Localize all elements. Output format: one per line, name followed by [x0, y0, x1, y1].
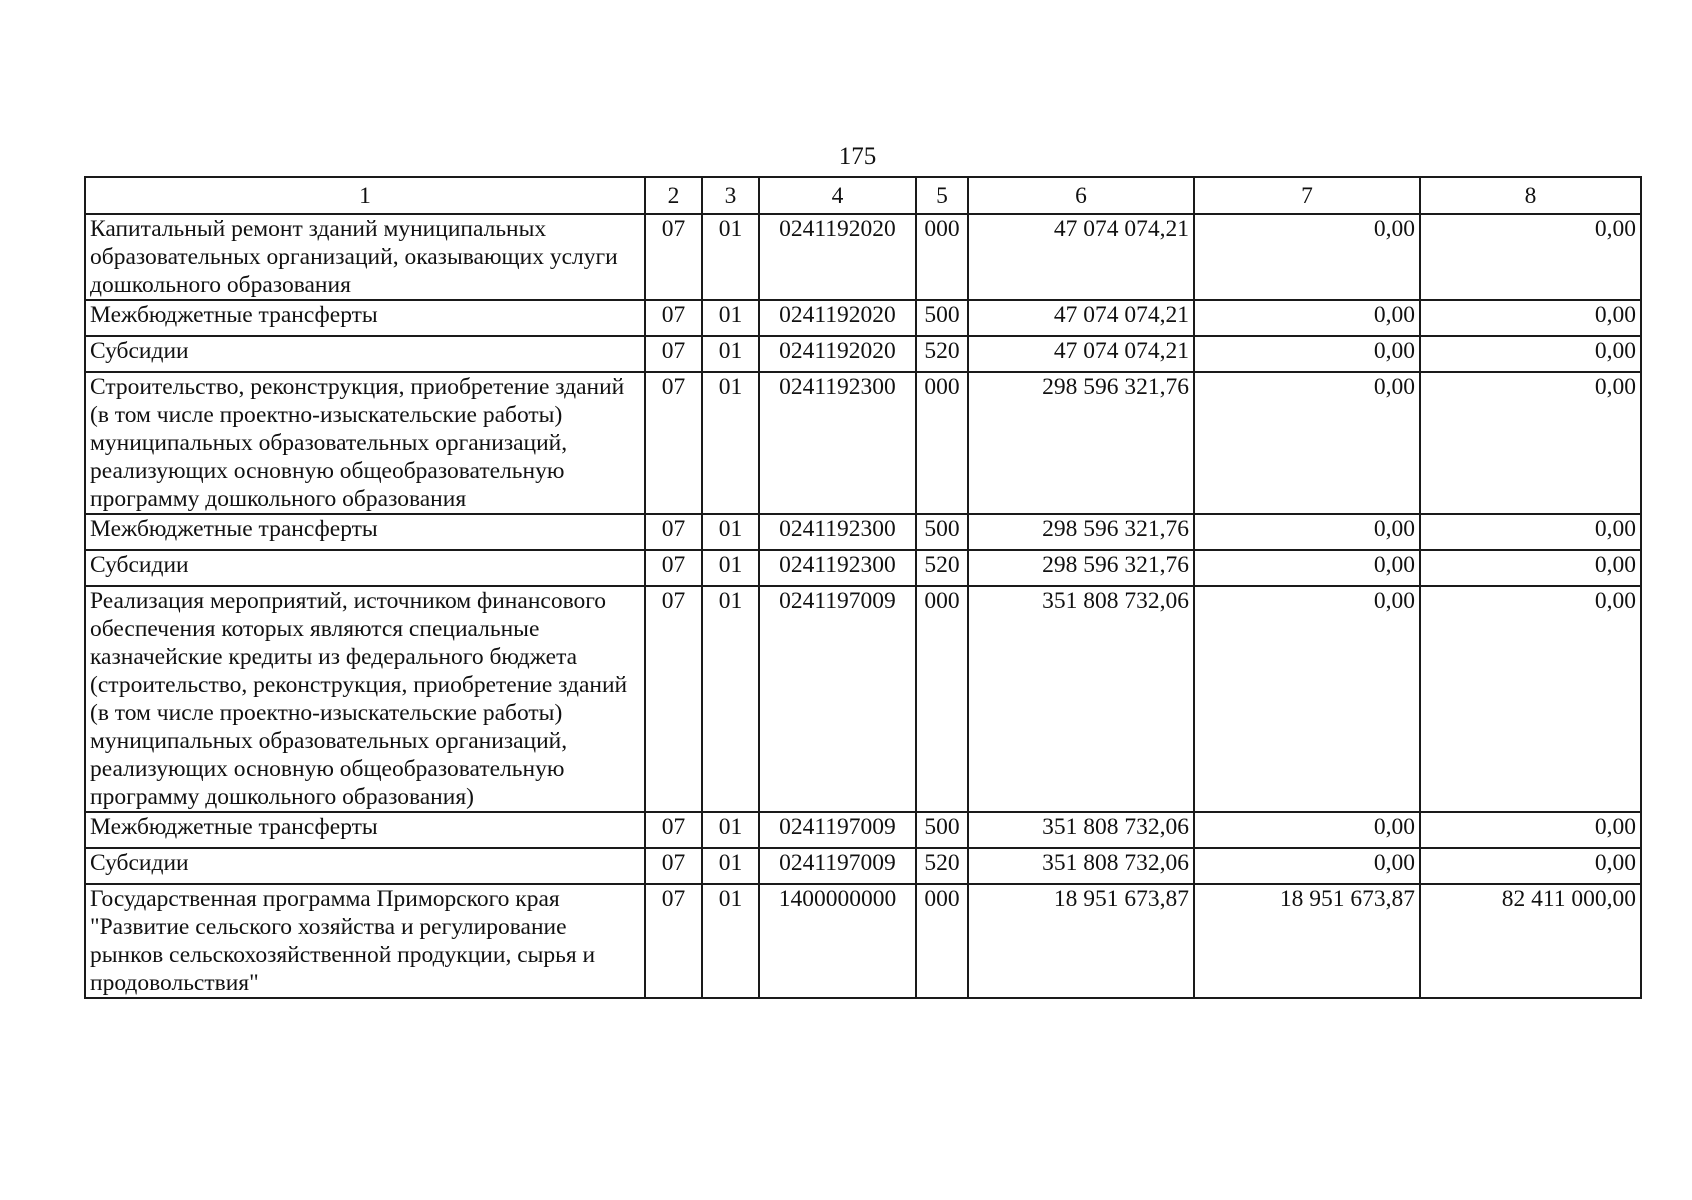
row-amount-8: 0,00: [1420, 300, 1641, 336]
row-subsection: 01: [702, 586, 759, 812]
row-amount-8: 0,00: [1420, 812, 1641, 848]
row-section: 07: [645, 884, 702, 998]
row-amount-7: 0,00: [1194, 812, 1420, 848]
row-section: 07: [645, 336, 702, 372]
row-amount-7: 0,00: [1194, 372, 1420, 514]
row-target-code: 0241197009: [759, 586, 916, 812]
row-amount-6: 351 808 732,06: [968, 848, 1194, 884]
row-amount-7: 0,00: [1194, 514, 1420, 550]
row-amount-7: 0,00: [1194, 586, 1420, 812]
row-target-code: 0241192020: [759, 300, 916, 336]
row-section: 07: [645, 812, 702, 848]
row-amount-7: 0,00: [1194, 848, 1420, 884]
row-amount-6: 298 596 321,76: [968, 550, 1194, 586]
row-amount-7: 0,00: [1194, 550, 1420, 586]
row-amount-6: 298 596 321,76: [968, 372, 1194, 514]
row-expense-type: 500: [916, 514, 968, 550]
row-amount-8: 0,00: [1420, 586, 1641, 812]
header-cell-6: 6: [968, 177, 1194, 214]
row-amount-6: 351 808 732,06: [968, 812, 1194, 848]
table-row: [85, 550, 1641, 586]
row-expense-type: 520: [916, 336, 968, 372]
row-section: 07: [645, 550, 702, 586]
header-cell-8: 8: [1420, 177, 1641, 214]
row-target-code: 1400000000: [759, 884, 916, 998]
row-amount-7: 0,00: [1194, 214, 1420, 300]
row-amount-6: 47 074 074,21: [968, 300, 1194, 336]
header-cell-2: 2: [645, 177, 702, 214]
page-number: 175: [838, 143, 877, 170]
row-name: Субсидии: [85, 550, 645, 586]
row-amount-8: 0,00: [1420, 848, 1641, 884]
row-subsection: 01: [702, 550, 759, 586]
header-cell-4: 4: [759, 177, 916, 214]
table-row: [85, 812, 1641, 848]
row-amount-8: 82 411 000,00: [1420, 884, 1641, 998]
table-row: [85, 300, 1641, 336]
row-target-code: 0241192300: [759, 372, 916, 514]
row-target-code: 0241197009: [759, 812, 916, 848]
row-subsection: 01: [702, 214, 759, 300]
row-name: Межбюджетные трансферты: [85, 300, 645, 336]
header-cell-1: 1: [85, 177, 645, 214]
row-section: 07: [645, 586, 702, 812]
row-amount-6: 351 808 732,06: [968, 586, 1194, 812]
row-amount-7: 0,00: [1194, 300, 1420, 336]
header-cell-7: 7: [1194, 177, 1420, 214]
row-section: 07: [645, 214, 702, 300]
row-amount-7: 0,00: [1194, 336, 1420, 372]
row-expense-type: 000: [916, 214, 968, 300]
row-subsection: 01: [702, 884, 759, 998]
row-name: Реализация мероприятий, источником финансового обеспечения которых являются специальные казначейские кредиты из федерального бюджета (строительство, реконструкция, приобретение зданий (в том числе проектно-изыскательские работы) муниципальных образовательных организаций, реализующих основную общеобразовательную программу дошкольного образования): [85, 586, 645, 812]
table-row: [85, 586, 1641, 812]
row-name: Капитальный ремонт зданий муниципальных образовательных организаций, оказывающих услуги дошкольного образования: [85, 214, 645, 300]
row-expense-type: 000: [916, 884, 968, 998]
row-expense-type: 520: [916, 848, 968, 884]
row-amount-6: 47 074 074,21: [968, 214, 1194, 300]
row-name: Строительство, реконструкция, приобретение зданий (в том числе проектно-изыскательские работы) муниципальных образовательных организаций, реализующих основную общеобразовательную программу дошкольного образования: [85, 372, 645, 514]
row-amount-8: 0,00: [1420, 336, 1641, 372]
row-target-code: 0241197009: [759, 848, 916, 884]
row-amount-7: 18 951 673,87: [1194, 884, 1420, 998]
table-row: [85, 514, 1641, 550]
row-target-code: 0241192300: [759, 550, 916, 586]
row-target-code: 0241192020: [759, 214, 916, 300]
row-target-code: 0241192300: [759, 514, 916, 550]
row-target-code: 0241192020: [759, 336, 916, 372]
row-subsection: 01: [702, 514, 759, 550]
row-section: 07: [645, 372, 702, 514]
header-cell-3: 3: [702, 177, 759, 214]
row-name: Субсидии: [85, 336, 645, 372]
row-amount-6: 18 951 673,87: [968, 884, 1194, 998]
row-amount-8: 0,00: [1420, 214, 1641, 300]
row-section: 07: [645, 300, 702, 336]
header-row: [85, 177, 1641, 214]
row-subsection: 01: [702, 812, 759, 848]
table-row: [85, 848, 1641, 884]
row-expense-type: 520: [916, 550, 968, 586]
row-subsection: 01: [702, 300, 759, 336]
row-amount-8: 0,00: [1420, 550, 1641, 586]
row-amount-8: 0,00: [1420, 514, 1641, 550]
table-row: [85, 214, 1641, 300]
row-section: 07: [645, 514, 702, 550]
row-name: Межбюджетные трансферты: [85, 812, 645, 848]
row-amount-6: 47 074 074,21: [968, 336, 1194, 372]
row-section: 07: [645, 848, 702, 884]
table-row: [85, 336, 1641, 372]
row-name: Межбюджетные трансферты: [85, 514, 645, 550]
table-row: [85, 372, 1641, 514]
row-subsection: 01: [702, 336, 759, 372]
row-expense-type: 000: [916, 586, 968, 812]
header-cell-5: 5: [916, 177, 968, 214]
row-amount-8: 0,00: [1420, 372, 1641, 514]
row-expense-type: 000: [916, 372, 968, 514]
table-row: [85, 884, 1641, 998]
row-subsection: 01: [702, 372, 759, 514]
row-amount-6: 298 596 321,76: [968, 514, 1194, 550]
row-subsection: 01: [702, 848, 759, 884]
row-expense-type: 500: [916, 812, 968, 848]
budget-table: [84, 176, 1642, 999]
row-name: Государственная программа Приморского края "Развитие сельского хозяйства и регулирование рынков сельскохозяйственной продукции, сырья и продовольствия": [85, 884, 645, 998]
row-name: Субсидии: [85, 848, 645, 884]
row-expense-type: 500: [916, 300, 968, 336]
